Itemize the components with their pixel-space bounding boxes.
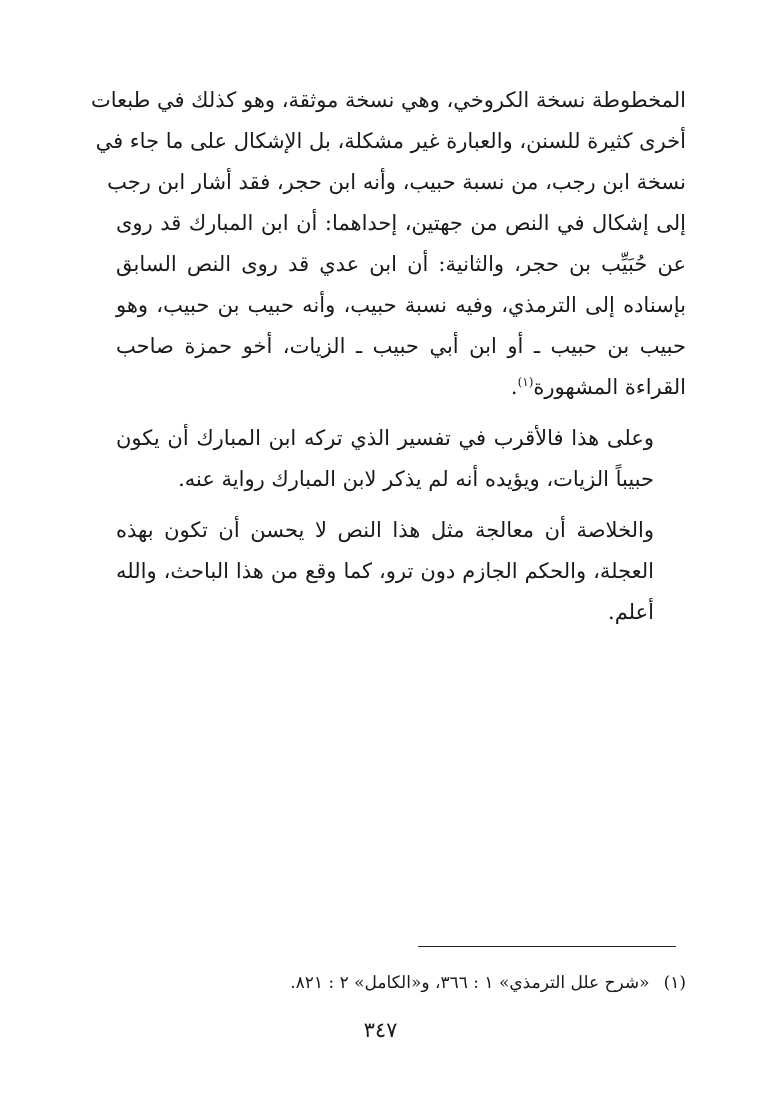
text-fragment: القراءة المشهورة: [533, 375, 686, 399]
text-line: أخرى كثيرة للسنن، والعبارة غير مشكلة، بل الإشكال على ما جاء في: [95, 129, 686, 153]
footnote-separator: [418, 946, 676, 947]
text-line: وعلى هذا فالأقرب في تفسير الذي تركه ابن المبارك أن يكون: [116, 426, 654, 450]
text-line: والخلاصة أن معالجة مثل هذا النص لا يحسن أن تكون بهذه: [116, 518, 654, 542]
text-line-last: حبيباً الزيات، ويؤيده أنه لم يذكر لابن المبارك رواية عنه.: [178, 467, 654, 491]
paragraph-1: [90, 80, 686, 408]
text-line: المخطوطة نسخة الكروخي، وهي نسخة موثقة، وهو كذلك في طبعات: [90, 88, 686, 112]
text-line-last: أعلم.: [608, 600, 654, 624]
page-number: ٣٤٧: [363, 1018, 398, 1042]
text-line: العجلة، والحكم الجازم دون ترو، كما وقع من هذا الباحث، والله: [116, 559, 654, 583]
paragraph-2: [116, 418, 686, 500]
paragraph-3: [116, 510, 686, 633]
footnote-text: «شرح علل الترمذي» ١ : ٣٦٦، و«الكامل» ٢ : ٨٢١.: [290, 973, 650, 993]
footnote-reference[interactable]: (١): [517, 375, 534, 389]
text-line: حبيب بن حبيب ـ أو ابن أبي حبيب ـ الزيات، أخو حمزة صاحب: [116, 334, 686, 358]
text-line-last: [116, 367, 686, 408]
main-text: [90, 80, 686, 643]
sentence-end: .: [510, 375, 518, 399]
text-line: نسخة ابن رجب، من نسبة حبيب، وأنه ابن حجر، فقد أشار ابن رجب: [107, 170, 686, 194]
text-line: إلى إشكال في النص من جهتين، إحداهما: أن ابن المبارك قد روى: [116, 211, 686, 235]
footnote: [116, 968, 686, 998]
text-line: عن حُبَيِّب بن حجر، والثانية: أن ابن عدي قد روى النص السابق: [116, 252, 686, 276]
text-line: بإسناده إلى الترمذي، وفيه نسبة حبيب، وأنه حبيب بن حبيب، وهو: [116, 293, 686, 317]
footnote-number: (١): [663, 973, 686, 993]
